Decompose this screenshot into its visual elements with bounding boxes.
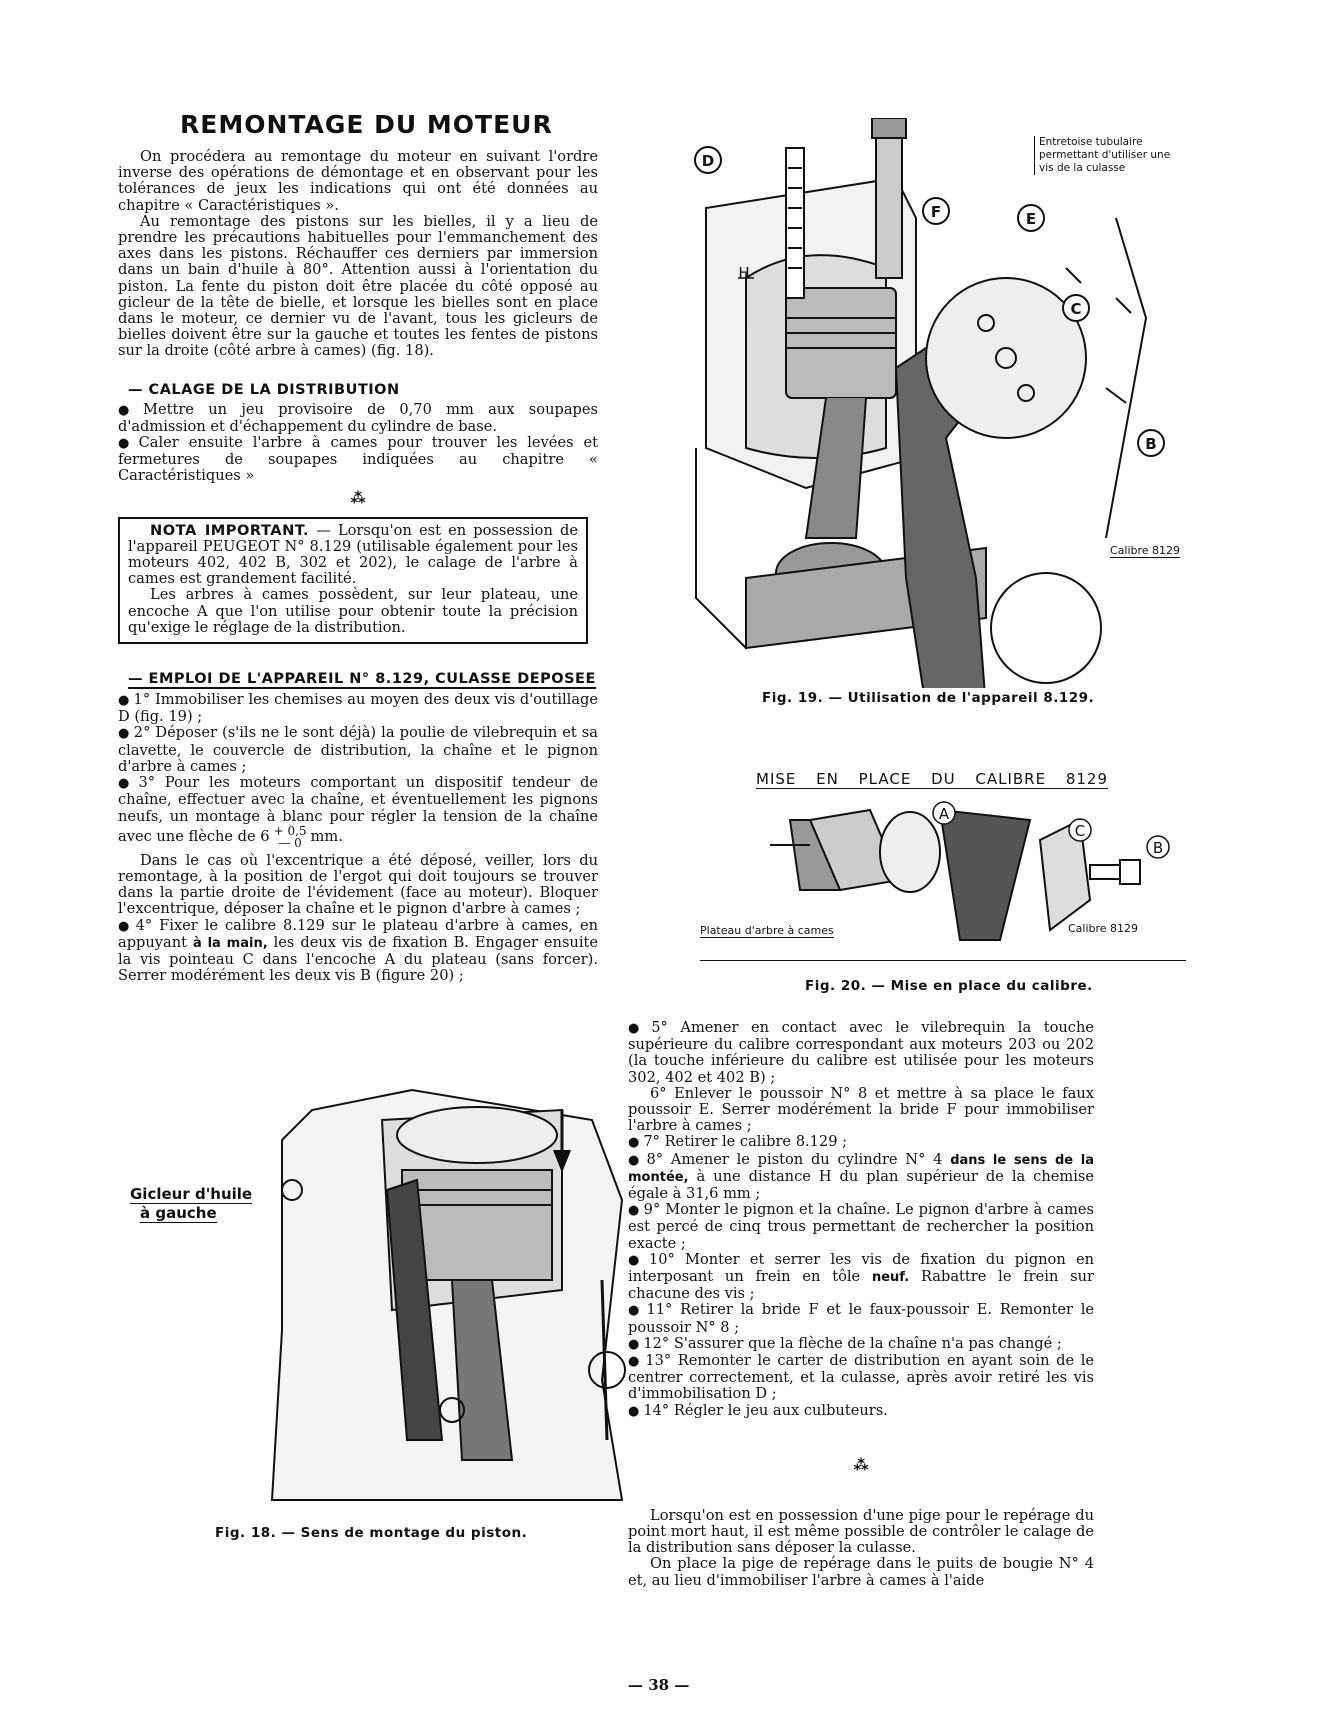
- emploi-bullet-3-unit: mm.: [310, 827, 343, 845]
- bullet-icon: ●: [628, 1152, 643, 1168]
- label-c: C: [1074, 822, 1086, 840]
- emploi-bullet-4-text-b: les deux vis de fixation B. Engager ensuite la vis pointeau C dans l'encoche A du plateau (sans forcer). Serrer modérément les deux vis B (figure 20) ;: [118, 933, 598, 985]
- intro-paragraph-1: On procédera au remontage du moteur en suivant l'ordre inverse des opérations de démontage et en observant pour les tolérances de jeux les indications qui ont été données au chapitre « Caractéristiques ».: [118, 148, 598, 214]
- step-12: [628, 1336, 1094, 1353]
- label-e: E: [1025, 210, 1037, 228]
- gicleur-line-1: Gicleur d'huile: [130, 1185, 253, 1203]
- label-f: F: [930, 203, 942, 221]
- excentrique-paragraph: Dans le cas où l'excentrique a été déposé, veiller, lors du remontage, à la position de l'ergot qui doit toujours se trouver dans la partie droite de l'évidement (face au moteur). Bloquer l'excentrique, déposer la chaîne et le pignon d'arbre à cames ;: [118, 851, 598, 918]
- bullet-icon: ●: [118, 918, 132, 934]
- bullet-icon: ●: [118, 726, 130, 742]
- calage-bullet-1-text: Mettre un jeu provisoire de 0,70 mm aux soupapes d'admission et d'échappement du cylindre de base.: [118, 400, 598, 435]
- step-13-text: 13° Remonter le carter de distribution en ayant soin de le centrer correctement, et la culasse, après avoir retiré les vis d'immobilisation D ;: [628, 1352, 1094, 1403]
- bullet-icon: ●: [628, 1021, 648, 1036]
- tolerance-minus: — 0: [278, 835, 302, 850]
- label-c: C: [1070, 300, 1082, 318]
- fig18-caption: Fig. 18. — Sens de montage du piston.: [215, 1525, 528, 1541]
- bullet-icon: ●: [118, 693, 130, 709]
- emploi-bullet-1-text: 1° Immobiliser les chemises au moyen des deux vis d'outillage D (fig. 19) ;: [118, 691, 599, 726]
- step-12-text: 12° S'assurer que la flèche de la chaîne n'a pas changé ;: [643, 1334, 1062, 1352]
- fig20-calibre-label: Calibre 8129: [1068, 922, 1139, 935]
- step-9: [628, 1202, 1094, 1252]
- fig20-title: MISE EN PLACE DU CALIBRE 8129: [756, 770, 1109, 788]
- emploi-bullet-2-text: 2° Déposer (s'ils ne le sont déjà) la poulie de vilebrequin et sa clavette, le couvercle de distribution, la chaîne et le pignon d'arbre à cames ;: [118, 724, 598, 775]
- gicleur-line-2: à gauche: [140, 1204, 217, 1222]
- emploi-bullet-3: [118, 775, 598, 849]
- step-8-text-b: à une distance H du plan supérieur de la chemise égale à 31,6 mm ;: [628, 1167, 1094, 1203]
- emploi-heading: [128, 670, 598, 688]
- step-14: [628, 1403, 1094, 1420]
- bullet-icon: ●: [628, 1203, 640, 1219]
- label-h: H: [738, 264, 750, 282]
- emploi-bullet-1: [118, 692, 598, 725]
- step-7: [628, 1134, 1094, 1151]
- page-number: — 38 —: [628, 1676, 690, 1694]
- section-stars-icon: ⁂: [853, 1455, 869, 1474]
- step-11-text: 11° Retirer la bride F et le faux-poussoir E. Remonter le poussoir N° 8 ;: [628, 1301, 1095, 1336]
- piston-orientation-illustration: [262, 1080, 642, 1510]
- calage-bullet-1: [118, 402, 598, 435]
- step-6: 6° Enlever le poussoir N° 8 et mettre à sa place le faux poussoir E. Serrer modérément la bride F pour immobiliser l'arbre à cames ;: [628, 1084, 1094, 1135]
- step-13: [628, 1353, 1094, 1403]
- emploi-bullet-4: [118, 918, 598, 985]
- section-stars-icon: ⁂: [350, 488, 366, 507]
- fig19-callout-text: Entretoise tubulaire permettant d'utiliser une vis de la culasse: [1039, 136, 1171, 174]
- step-9-text: 9° Monter le pignon et la chaîne. Le pignon d'arbre à cames est percé de cinq trous permettant de rechercher la position exacte ;: [628, 1201, 1094, 1252]
- step-10-bold: neuf.: [871, 1270, 910, 1286]
- step-10-text-b: Rabattre le frein sur chacune des vis ;: [628, 1268, 1094, 1303]
- tolerance-fraction: [274, 825, 307, 849]
- step-10: [628, 1252, 1094, 1303]
- emploi-bullet-3-text: 3° Pour les moteurs comportant un dispositif tendeur de chaîne, effectuer avec la chaîne, et éventuellement les pignons neufs, un montage à blanc pour régler la tension de la chaîne avec une flèche de 6: [118, 774, 598, 845]
- emploi-bullet-4-text-a: 4° Fixer le calibre 8.129 sur le plateau d'arbre à cames, en appuyant: [118, 916, 599, 951]
- intro-paragraph-2: Au remontage des pistons sur les bielles, il y a lieu de prendre les précautions habituelles pour l'emmanchement des axes dans les pistons. Réchauffer ces derniers par immersion dans un bain d'huile à 80°. Attention aussi à l'orientation du piston. La fente du piston doit être placée du côté opposé au gicleur de la tête de bielle, et lorsque les bielles sont en place dans le moteur, ce dernier vu de l'avant, tous les gicleurs de bielles doivent être sur la gauche et toutes les fentes de pistons sur la droite (côté arbre à cames) (fig. 18).: [118, 212, 598, 360]
- fig20-plateau-label: Plateau d'arbre à cames: [700, 924, 834, 937]
- page-title: REMONTAGE DU MOTEUR: [180, 110, 553, 139]
- fig19-caption: Fig. 19. — Utilisation de l'appareil 8.129.: [762, 690, 1095, 706]
- calage-bullet-2-text: Caler ensuite l'arbre à cames pour trouver les levées et fermetures de soupapes indiquées au chapitre « Caractéristiques »: [118, 434, 598, 485]
- bullet-icon: ●: [628, 1252, 645, 1268]
- bullet-icon: ●: [628, 1135, 640, 1151]
- nota-paragraph-1: [128, 523, 578, 588]
- engine-timing-illustration: [686, 118, 1186, 688]
- step-10-text-a: 10° Monter et serrer les vis de fixation du pignon en interposant un frein en tôle: [628, 1250, 1094, 1286]
- step-7-text: 7° Retirer le calibre 8.129 ;: [643, 1133, 848, 1151]
- bullet-icon: ●: [628, 1303, 643, 1319]
- step-8-bold: dans le sens de la montée,: [628, 1152, 1094, 1185]
- pige-paragraph-2: On place la pige de repérage dans le puits de bougie N° 4 et, au lieu d'immobiliser l'arbre à cames à l'aide: [628, 1555, 1094, 1589]
- left-column: [118, 110, 598, 984]
- calage-bullet-2: [118, 435, 598, 485]
- label-b: B: [1152, 839, 1164, 857]
- label-a: A: [938, 805, 950, 823]
- emploi-bullet-4-bold: à la main,: [192, 935, 268, 951]
- step-8: [628, 1152, 1094, 1203]
- step-5-text: 5° Amener en contact avec le vilebrequin la touche supérieure du calibre correspondant aux moteurs 203 ou 202 (la touche inférieure du calibre est utilisée pour les moteurs 302, 402 et 402 B) ;: [628, 1019, 1094, 1086]
- nota-text-1: — Lorsqu'on est en possession de l'appareil PEUGEOT N° 8.129 (utilisable également pour les moteurs 402, 402 B, 302 et 202), le calage de l'arbre à cames est grandement facilité.: [128, 521, 578, 588]
- step-11: [628, 1302, 1094, 1335]
- bullet-icon: ●: [628, 1354, 642, 1370]
- nota-paragraph-2: Les arbres à cames possèdent, sur leur plateau, une encoche A que l'on utilise pour obtenir toute la précision qu'exige le réglage de la distribution.: [128, 586, 578, 636]
- label-d: D: [701, 152, 715, 170]
- label-b: B: [1145, 435, 1157, 453]
- bullet-icon: ●: [628, 1336, 640, 1352]
- right-column: [628, 1020, 1094, 1589]
- step-14-text: 14° Régler le jeu aux culbuteurs.: [643, 1401, 888, 1419]
- step-8-text-a: 8° Amener le piston du cylindre N° 4: [646, 1150, 943, 1168]
- fig19-calibre-label: Calibre 8129: [1110, 544, 1181, 557]
- emploi-heading-text: — EMPLOI DE L'APPAREIL N° 8.129, CULASSE DEPOSEE: [128, 671, 596, 688]
- emploi-bullet-2: [118, 725, 598, 775]
- fig20-bottom-rule: [700, 960, 1186, 961]
- step-5: [628, 1020, 1094, 1086]
- bullet-icon: ●: [628, 1403, 640, 1419]
- nota-lead: NOTA IMPORTANT.: [150, 521, 310, 539]
- bullet-icon: ●: [118, 436, 135, 452]
- bullet-icon: ●: [118, 402, 140, 418]
- fig18-gicleur-label: [130, 1185, 252, 1223]
- pige-paragraph-1: Lorsqu'on est en possession d'une pige pour le repérage du point mort haut, il est même possible de contrôler le calage de la distribution sans déposer la culasse.: [628, 1506, 1094, 1557]
- bullet-icon: ●: [118, 776, 135, 792]
- fig19-callout: [1034, 136, 1175, 175]
- fig20-caption: Fig. 20. — Mise en place du calibre.: [805, 978, 1093, 994]
- figure-18: [262, 1080, 642, 1510]
- calage-heading: — CALAGE DE LA DISTRIBUTION: [128, 381, 400, 398]
- figure-19: [686, 118, 1186, 688]
- nota-important-box: [118, 517, 588, 644]
- tolerance-plus: + 0,5: [273, 823, 307, 838]
